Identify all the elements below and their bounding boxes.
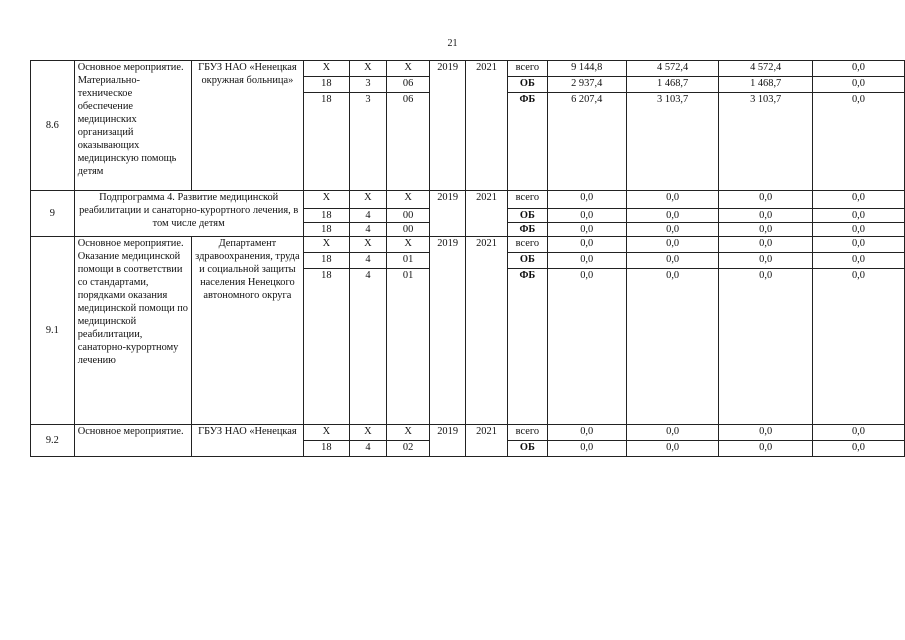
amount: 2 937,4 xyxy=(547,77,626,93)
amount: 0,0 xyxy=(626,425,719,441)
amount: 0,0 xyxy=(812,425,904,441)
amount: 0,0 xyxy=(626,253,719,269)
budget-code: X xyxy=(303,61,349,77)
amount: 0,0 xyxy=(812,93,904,191)
budget-code: 4 xyxy=(350,441,387,457)
amount: 3 103,7 xyxy=(626,93,719,191)
amount: 0,0 xyxy=(547,223,626,237)
start-year: 2019 xyxy=(430,425,466,457)
budget-code: 01 xyxy=(386,269,430,425)
amount: 0,0 xyxy=(547,269,626,425)
row-number: 9 xyxy=(31,191,75,237)
amount: 0,0 xyxy=(812,223,904,237)
end-year: 2021 xyxy=(465,237,507,425)
amount: 6 207,4 xyxy=(547,93,626,191)
budget-code: 18 xyxy=(303,223,349,237)
budget-code: 18 xyxy=(303,253,349,269)
amount: 0,0 xyxy=(626,237,719,253)
funding-source: ФБ xyxy=(508,93,547,191)
budget-code: 4 xyxy=(350,269,387,425)
funding-source: всего xyxy=(508,425,547,441)
table-row xyxy=(31,191,905,209)
table-row xyxy=(31,425,905,441)
executor: ГБУЗ НАО «Ненецкая xyxy=(192,425,304,457)
budget-code: X xyxy=(350,61,387,77)
funding-source: ОБ xyxy=(508,253,547,269)
amount: 0,0 xyxy=(626,441,719,457)
budget-code: 18 xyxy=(303,269,349,425)
amount: 0,0 xyxy=(547,441,626,457)
budget-code: 00 xyxy=(386,223,430,237)
budget-code: 18 xyxy=(303,441,349,457)
amount: 0,0 xyxy=(719,237,813,253)
amount: 1 468,7 xyxy=(719,77,813,93)
amount: 4 572,4 xyxy=(719,61,813,77)
amount: 3 103,7 xyxy=(719,93,813,191)
amount: 0,0 xyxy=(547,425,626,441)
budget-code: X xyxy=(303,237,349,253)
budget-code: X xyxy=(350,237,387,253)
event-name: Основное мероприятие. xyxy=(74,425,191,457)
amount: 0,0 xyxy=(812,77,904,93)
program-table xyxy=(30,60,905,457)
amount: 0,0 xyxy=(719,191,813,209)
executor: ГБУЗ НАО «Ненецкая окружная больница» xyxy=(192,61,304,191)
amount: 0,0 xyxy=(719,441,813,457)
budget-code: 3 xyxy=(350,77,387,93)
budget-code: X xyxy=(350,425,387,441)
amount: 0,0 xyxy=(626,223,719,237)
budget-code: 4 xyxy=(350,209,387,223)
amount: 1 468,7 xyxy=(626,77,719,93)
funding-source: ФБ xyxy=(508,269,547,425)
amount: 0,0 xyxy=(719,269,813,425)
funding-source: всего xyxy=(508,61,547,77)
table-row xyxy=(31,237,905,253)
start-year: 2019 xyxy=(430,191,466,237)
budget-code: X xyxy=(386,237,430,253)
amount: 0,0 xyxy=(626,191,719,209)
end-year: 2021 xyxy=(465,191,507,237)
amount: 0,0 xyxy=(719,223,813,237)
amount: 0,0 xyxy=(626,269,719,425)
funding-source: всего xyxy=(508,237,547,253)
executor: Департамент здравоохранения, труда и социальной защиты населения Ненецкого автономного округа xyxy=(192,237,304,425)
funding-source: ОБ xyxy=(508,209,547,223)
budget-code: 01 xyxy=(386,253,430,269)
budget-code: 02 xyxy=(386,441,430,457)
row-number: 9.1 xyxy=(31,237,75,425)
subprogram-name: Подпрограмма 4. Развитие медицинской реабилитации и санаторно-курортного лечения, в том числе детям xyxy=(74,191,303,237)
amount: 0,0 xyxy=(719,425,813,441)
amount: 0,0 xyxy=(812,269,904,425)
amount: 0,0 xyxy=(812,209,904,223)
funding-source: ОБ xyxy=(508,441,547,457)
budget-code: 18 xyxy=(303,93,349,191)
amount: 0,0 xyxy=(812,191,904,209)
page-number: 21 xyxy=(447,38,458,49)
amount: 0,0 xyxy=(812,253,904,269)
budget-code: 00 xyxy=(386,209,430,223)
amount: 0,0 xyxy=(719,253,813,269)
funding-source: ОБ xyxy=(508,77,547,93)
amount: 0,0 xyxy=(547,253,626,269)
start-year: 2019 xyxy=(430,61,466,191)
end-year: 2021 xyxy=(465,425,507,457)
end-year: 2021 xyxy=(465,61,507,191)
budget-code: 4 xyxy=(350,223,387,237)
budget-code: X xyxy=(386,191,430,209)
amount: 0,0 xyxy=(812,61,904,77)
budget-code: 06 xyxy=(386,77,430,93)
amount: 4 572,4 xyxy=(626,61,719,77)
funding-source: всего xyxy=(508,191,547,209)
budget-code: 4 xyxy=(350,253,387,269)
budget-code: X xyxy=(303,425,349,441)
amount: 0,0 xyxy=(547,209,626,223)
amount: 0,0 xyxy=(547,237,626,253)
budget-code: 18 xyxy=(303,209,349,223)
amount: 0,0 xyxy=(626,209,719,223)
amount: 0,0 xyxy=(812,441,904,457)
row-number: 9.2 xyxy=(31,425,75,457)
amount: 0,0 xyxy=(812,237,904,253)
budget-code: X xyxy=(386,61,430,77)
budget-code: 3 xyxy=(350,93,387,191)
amount: 0,0 xyxy=(547,191,626,209)
row-number: 8.6 xyxy=(31,61,75,191)
table-row xyxy=(31,61,905,77)
budget-code: 06 xyxy=(386,93,430,191)
budget-code: X xyxy=(303,191,349,209)
budget-code: X xyxy=(350,191,387,209)
amount: 0,0 xyxy=(719,209,813,223)
budget-code: X xyxy=(386,425,430,441)
budget-code: 18 xyxy=(303,77,349,93)
funding-source: ФБ xyxy=(508,223,547,237)
start-year: 2019 xyxy=(430,237,466,425)
event-name: Основное мероприятие. Оказание медицинской помощи в соответствии со стандартами, порядками оказания медицинской помощи по медицинской реабилитации, санаторно-курортному лечению xyxy=(74,237,191,425)
amount: 9 144,8 xyxy=(547,61,626,77)
event-name: Основное мероприятие. Материально-техническое обеспечение медицинских организаций оказывающих медицинскую помощь детям xyxy=(74,61,191,191)
